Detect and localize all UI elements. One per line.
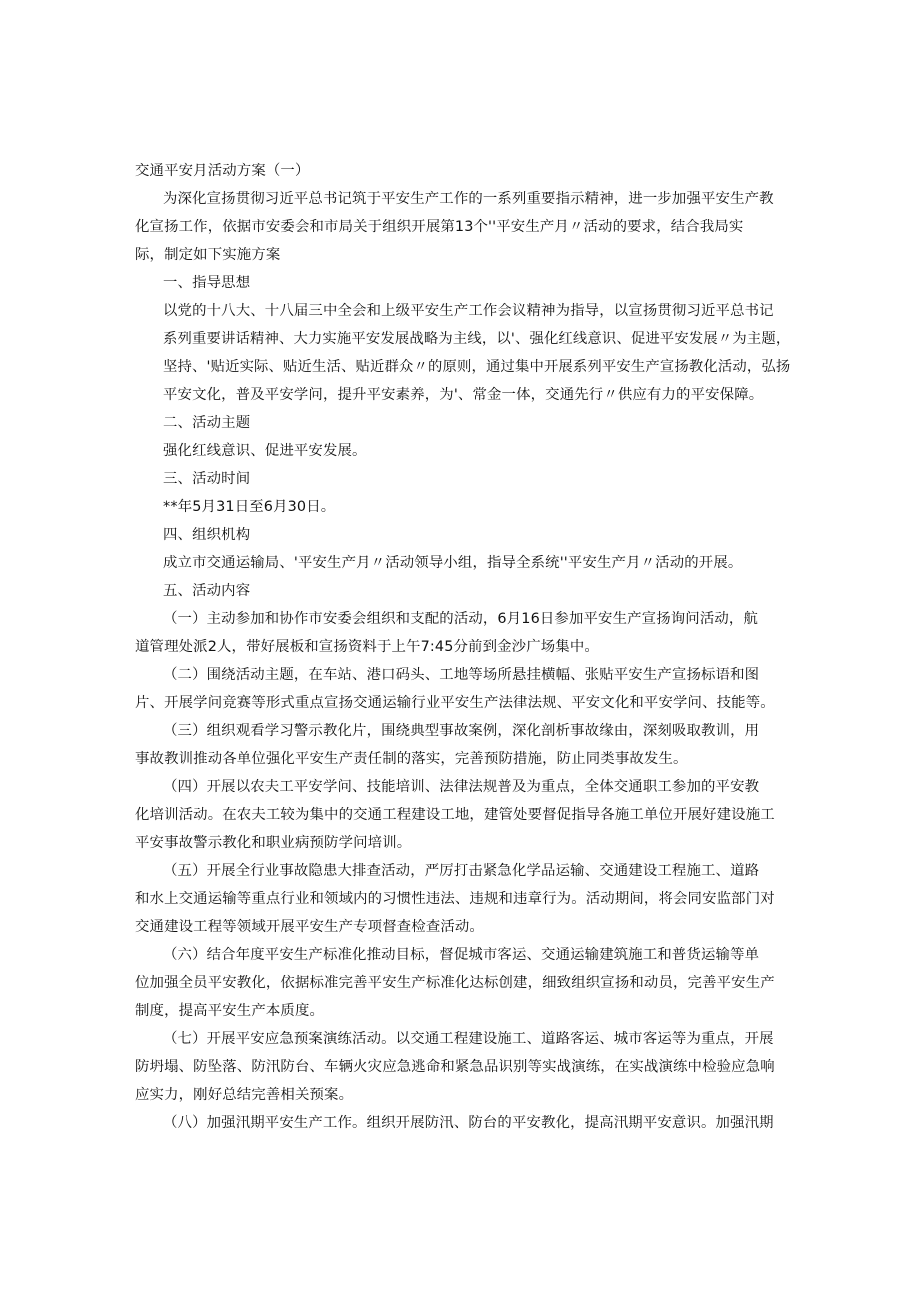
item-line: 应实力，刚好总结完善相关预案。 bbox=[135, 1087, 354, 1103]
item-line: （七）开展平安应急预案演练活动。以交通工程建设施工、道路客运、城市客运等为重点，开展 bbox=[163, 1031, 774, 1047]
item-line: （二）围绕活动主题，在车站、港口码头、工地等场所悬挂横幅、张贴平安生产宣扬标语和图 bbox=[163, 667, 760, 683]
paragraph-line: 强化红线意识、促进平安发展。 bbox=[163, 443, 367, 459]
paragraph-line: 成立市交通运输局、'平安生产月〃活动领导小组，指导全系统''平安生产月〃活动的开展。 bbox=[163, 555, 743, 571]
item-line: 平安事故警示教化和职业病预防学问培训。 bbox=[135, 835, 412, 851]
item-line: 和水上交通运输等重点行业和领域内的习惯性违法、违规和违章行为。活动期间，将会同安监部门对 bbox=[135, 891, 775, 907]
item-line: （五）开展全行业事故隐患大排查活动，严厉打击紧急化学品运输、交通建设工程施工、道路 bbox=[163, 863, 760, 879]
item-line: 化培训活动。在农夫工较为集中的交通工程建设工地，建管处要督促指导各施工单位开展好建设施工 bbox=[135, 807, 775, 823]
item-line: 道管理处派2人，带好展板和宣扬资料于上午7:45分前到金沙广场集中。 bbox=[135, 639, 599, 655]
paragraph-line: 系列重要讲话精神、大力实施平安发展战略为主线，以'、强化红线意识、促进平安发展〃为主题， bbox=[163, 331, 791, 347]
item-line: （三）组织观看学习警示教化片，围绕典型事故案例，深化剖析事故缘由，深刻吸取教训，用 bbox=[163, 723, 760, 739]
item-line: 防坍塌、防坠落、防汛防台、车辆火灾应急逃命和紧急品识别等实战演练，在实战演练中检验应急响 bbox=[135, 1059, 775, 1075]
item-line: 位加强全员平安教化，依据标准完善平安生产标准化达标创建，细致组织宣扬和动员，完善平安生产 bbox=[135, 975, 775, 991]
section-heading: 五、活动内容 bbox=[163, 583, 251, 599]
item-line: （一）主动参加和协作市安委会组织和支配的活动，6月16日参加平安生产宣扬询问活动，航 bbox=[163, 611, 759, 627]
section-heading: 四、组织机构 bbox=[163, 527, 251, 543]
intro-line: 化宣扬工作，依据市安委会和市局关于组织开展第13个''平安生产月〃活动的要求，结合我局实 bbox=[135, 219, 744, 235]
paragraph-line: 以党的十八大、十八届三中全会和上级平安生产工作会议精神为指导，以宣扬贯彻习近平总书记 bbox=[163, 303, 774, 319]
intro-line: 为深化宣扬贯彻习近平总书记筑于平安生产工作的一系列重要指示精神，进一步加强平安生产教 bbox=[163, 191, 774, 207]
item-line: （四）开展以农夫工平安学问、技能培训、法律法规普及为重点，全体交通职工参加的平安教 bbox=[163, 779, 760, 795]
item-line: 事故教训推动各单位强化平安生产责任制的落实，完善预防措施，防止同类事故发生。 bbox=[135, 751, 688, 767]
item-line: （八）加强汛期平安生产工作。组织开展防汛、防台的平安教化，提高汛期平安意识。加强汛期 bbox=[163, 1115, 774, 1131]
item-line: 制度，提高平安生产本质度。 bbox=[135, 1003, 325, 1019]
section-heading: 二、活动主题 bbox=[163, 415, 251, 431]
paragraph-line: 平安文化，普及平安学问，提升平安素养，为'、常金一体，交通先行〃供应有力的平安保障。 bbox=[163, 387, 764, 403]
item-line: （六）结合年度平安生产标准化推动目标，督促城市客运、交通运输建筑施工和普货运输等单 bbox=[163, 947, 760, 963]
paragraph-line: 坚持、'贴近实际、贴近生活、贴近群众〃的原则，通过集中开展系列平安生产宣扬教化活动，弘扬 bbox=[163, 359, 791, 375]
item-line: 片、开展学问竞赛等形式重点宣扬交通运输行业平安生产法律法规、平安文化和平安学问、技能等。 bbox=[135, 695, 775, 711]
section-heading: 一、指导思想 bbox=[163, 275, 251, 291]
intro-line: 际，制定如下实施方案 bbox=[135, 247, 281, 263]
paragraph-line: **年5月31日至6月30日。 bbox=[163, 499, 336, 515]
document-title: 交通平安月活动方案（一） bbox=[135, 163, 310, 179]
section-heading: 三、活动时间 bbox=[163, 471, 251, 487]
item-line: 交通建设工程等领域开展平安生产专项督查检查活动。 bbox=[135, 919, 484, 935]
